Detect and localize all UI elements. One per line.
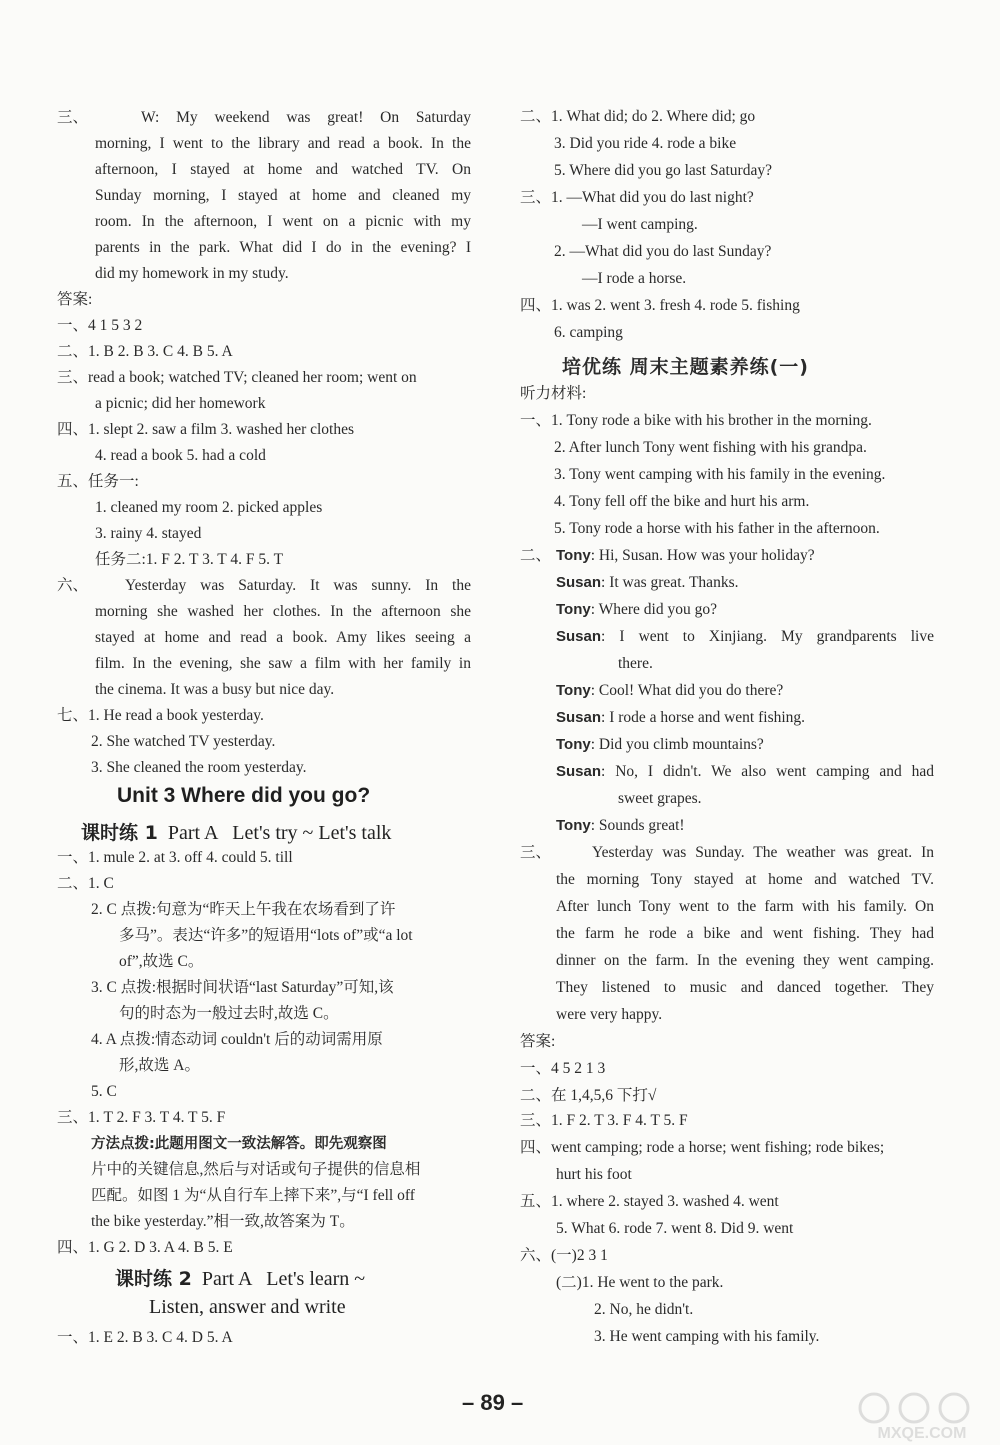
answer-line: 二、1. C xyxy=(57,875,114,892)
answer-line: 形,故选 A。 xyxy=(119,1057,200,1074)
answer-line: 任务二:1. F 2. T 3. T 4. F 5. T xyxy=(95,551,284,568)
section-label: 二、 xyxy=(520,547,552,564)
text-line: After lunch Tony went to the farm with his family. On xyxy=(556,898,934,915)
answer-line: —I went camping. xyxy=(582,216,698,233)
answer-line: of”,故选 C。 xyxy=(119,953,204,970)
text-line: They listened to music and danced together. They xyxy=(556,979,934,996)
listen-line: 4. Tony fell off the bike and hurt his arm. xyxy=(554,493,810,510)
answer-line: 5. C xyxy=(91,1083,117,1100)
text-line: the cinema. It was a busy but nice day. xyxy=(95,681,335,698)
answer-line: 六、(一)2 3 1 xyxy=(520,1247,608,1264)
listen-line: 一、1. Tony rode a bike with his brother in the morning. xyxy=(520,412,872,429)
answer-line: 4. A 点拨:情态动词 couldn't 后的动词需用原 xyxy=(91,1031,383,1048)
method-tip: 方法点拨:此题用图文一致法解答。即先观察图 xyxy=(91,1136,387,1152)
dialog-line: Susan: It was great. Thanks. xyxy=(556,574,739,591)
dialog-line: Susan: I went to Xinjiang. My grandparents live xyxy=(556,628,934,645)
text-line: afternoon, I stayed at home and watched TV. On xyxy=(95,161,471,178)
text-line: dinner on the farm. In the evening they went camping. xyxy=(556,952,934,969)
dialog-line: Susan: No, I didn't. We also went camping and had xyxy=(556,763,934,780)
answer-line: 四、went camping; rode a horse; went fishing; rode bikes; xyxy=(520,1139,885,1156)
answer-line: a picnic; did her homework xyxy=(95,395,266,412)
section-title: 培优练 周末主题素养练(一) xyxy=(562,356,809,378)
page-number: – 89 – xyxy=(462,1390,524,1415)
section-label: 三、 xyxy=(520,844,552,861)
answer-line: 多马”。表达“许多”的短语用“lots of”或“a lot xyxy=(119,927,413,944)
answer-line: 3. C 点拨:根据时间状语“last Saturday”可知,该 xyxy=(91,979,394,996)
listen-line: 2. After lunch Tony went fishing with his grandpa. xyxy=(554,439,867,456)
answer-line: 2. No, he didn't. xyxy=(594,1301,694,1318)
watermark-logo-icon xyxy=(852,1390,992,1442)
text-line: stayed at home and read a book. Amy likes seeing a xyxy=(95,629,471,646)
answer-line: (二)1. He went to the park. xyxy=(556,1274,724,1291)
answer-line: 四、1. was 2. went 3. fresh 4. rode 5. fishing xyxy=(520,297,800,314)
answer-line: 4. read a book 5. had a cold xyxy=(95,447,266,464)
answers-label: 答案: xyxy=(57,291,93,308)
dialog-line: Susan: I rode a horse and went fishing. xyxy=(556,709,806,726)
answer-line: 3. She cleaned the room yesterday. xyxy=(91,759,307,776)
dialog-line: Tony: Did you climb mountains? xyxy=(556,736,764,753)
answer-line: 一、4 5 2 1 3 xyxy=(520,1060,606,1077)
text-line: did my homework in my study. xyxy=(95,265,289,282)
method-tip: the bike yesterday.”相一致,故答案为 T。 xyxy=(91,1213,355,1230)
answer-line: hurt his foot xyxy=(556,1166,632,1183)
lesson-title: 课时练 2 Part A Let's learn ~ xyxy=(115,1268,366,1290)
answer-line: 1. cleaned my room 2. picked apples xyxy=(95,499,323,516)
text-line: film. In the evening, she saw a film with her family in xyxy=(95,655,471,672)
text-line: Sunday morning, I stayed at home and cleaned my xyxy=(95,187,471,204)
answer-line: 三、1. F 2. T 3. F 4. T 5. F xyxy=(520,1112,688,1129)
answers-label: 答案: xyxy=(520,1033,556,1050)
answer-line: 二、在 1,4,5,6 下打√ xyxy=(520,1087,657,1104)
answer-line: 5. What 6. rode 7. went 8. Did 9. went xyxy=(556,1220,794,1237)
answer-line: 五、1. where 2. stayed 3. washed 4. went xyxy=(520,1193,779,1210)
text-line: W: My weekend was great! On Saturday xyxy=(141,109,471,126)
answer-line: 三、1. —What did you do last night? xyxy=(520,189,754,206)
dialog-line: Tony: Sounds great! xyxy=(556,817,685,834)
answer-line: 3. He went camping with his family. xyxy=(594,1328,820,1345)
watermark-text: MXQE.COM xyxy=(877,1425,967,1442)
answer-line: 6. camping xyxy=(554,324,623,341)
answer-line: 一、1. mule 2. at 3. off 4. could 5. till xyxy=(57,849,293,866)
text-line: the farm he rode a bike and went fishing. They had xyxy=(556,925,934,942)
listen-line: 3. Tony went camping with his family in the evening. xyxy=(554,466,886,483)
lesson-title: 课时练 1 Part A Let's try ~ Let's talk xyxy=(81,822,392,844)
section-label: 六、 xyxy=(57,577,89,594)
text-line: morning, I went to the library and read a book. In the xyxy=(95,135,471,152)
answer-line: 四、1. G 2. D 3. A 4. B 5. E xyxy=(57,1239,233,1256)
method-tip: 片中的关键信息,然后与对话或句子提供的信息相 xyxy=(91,1161,421,1178)
text-line: Yesterday was Sunday. The weather was great. In xyxy=(592,844,934,861)
dialog-line: sweet grapes. xyxy=(618,790,702,807)
text-line: room. In the afternoon, I went on a picnic with my xyxy=(95,213,471,230)
answer-line: 2. She watched TV yesterday. xyxy=(91,733,276,750)
answer-line: 七、1. He read a book yesterday. xyxy=(57,707,264,724)
text-line: morning she washed her clothes. In the afternoon she xyxy=(95,603,471,620)
dialog-line: Tony: Where did you go? xyxy=(556,601,717,618)
answer-line: 五、任务一: xyxy=(57,473,139,490)
text-line: the morning Tony stayed at home and watched TV. xyxy=(556,871,934,888)
listen-line: 5. Tony rode a horse with his father in the afternoon. xyxy=(554,520,880,537)
answer-line: —I rode a horse. xyxy=(582,270,687,287)
method-tip: 匹配。如图 1 为“从自行车上摔下来”,与“I fell off xyxy=(91,1187,415,1204)
section-label: 三、 xyxy=(57,109,89,126)
answer-line: 句的时态为一般过去时,故选 C。 xyxy=(119,1005,339,1022)
answer-line: 一、1. E 2. B 3. C 4. D 5. A xyxy=(57,1329,233,1346)
dialog-line: Tony: Hi, Susan. How was your holiday? xyxy=(556,547,815,564)
lesson-subtitle: Listen, answer and write xyxy=(149,1296,346,1318)
answer-line: 三、read a book; watched TV; cleaned her room; went on xyxy=(57,369,417,386)
answer-line: 2. —What did you do last Sunday? xyxy=(554,243,772,260)
unit-title: Unit 3 Where did you go? xyxy=(117,784,371,807)
text-line: were very happy. xyxy=(556,1006,663,1023)
answer-line: 3. rainy 4. stayed xyxy=(95,525,202,542)
answer-line: 二、1. B 2. B 3. C 4. B 5. A xyxy=(57,343,233,360)
text-line: parents in the park. What did I do in the evening? I xyxy=(95,239,471,256)
text-line: Yesterday was Saturday. It was sunny. In the xyxy=(125,577,471,594)
listen-label: 听力材料: xyxy=(520,385,587,402)
dialog-line: Tony: Cool! What did you do there? xyxy=(556,682,784,699)
answer-line: 2. C 点拨:句意为“昨天上午我在农场看到了许 xyxy=(91,901,396,918)
answer-line: 三、1. T 2. F 3. T 4. T 5. F xyxy=(57,1109,226,1126)
answer-line: 一、4 1 5 3 2 xyxy=(57,317,143,334)
answer-line: 5. Where did you go last Saturday? xyxy=(554,162,772,179)
answer-line: 3. Did you ride 4. rode a bike xyxy=(554,135,737,152)
answer-line: 二、1. What did; do 2. Where did; go xyxy=(520,108,756,125)
answer-line: 四、1. slept 2. saw a film 3. washed her clothes xyxy=(57,421,355,438)
dialog-line: there. xyxy=(618,655,653,672)
